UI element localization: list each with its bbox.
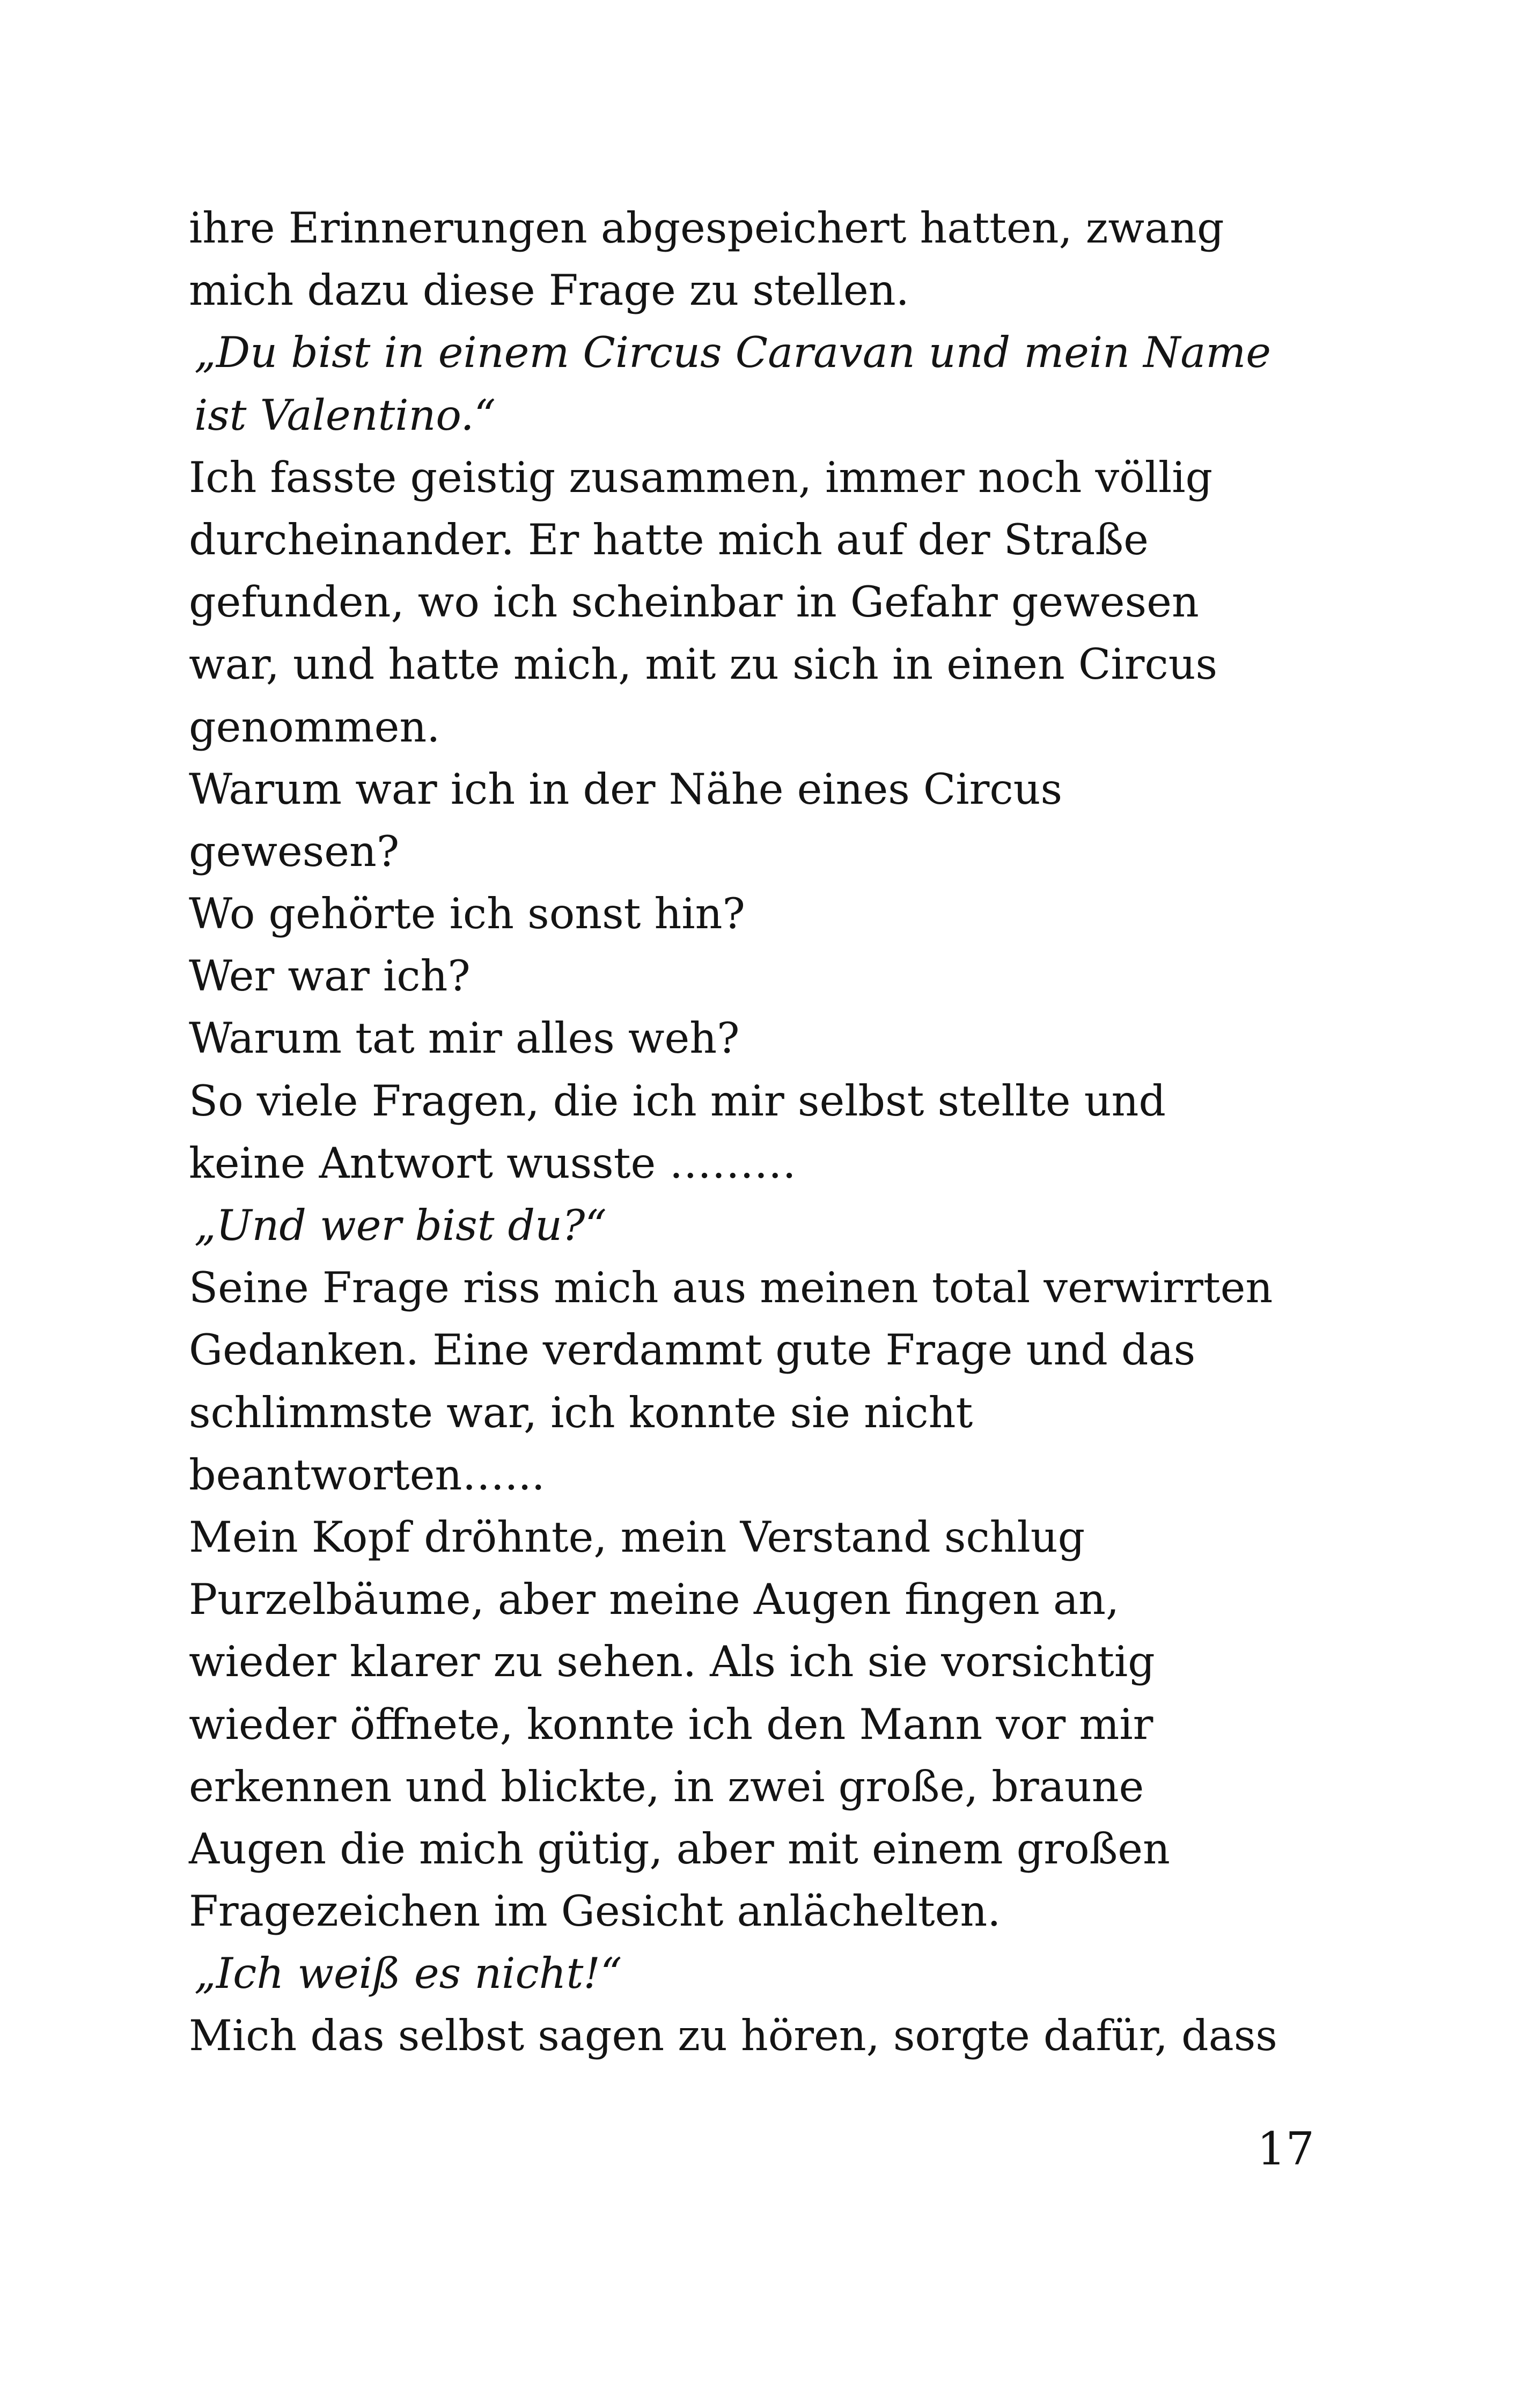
text-line: keine Antwort wusste ……… bbox=[189, 1138, 797, 1188]
page-number: 17 bbox=[1257, 2123, 1314, 2175]
text-line: Fragezeichen im Gesicht anlächelten. bbox=[189, 1886, 1001, 1936]
text-line: Augen die mich gütig, aber mit einem großen bbox=[189, 1824, 1170, 1874]
dialogue-line: „Ich weiß es nicht!“ bbox=[194, 1949, 622, 1999]
text-line: schlimmste war, ich konnte sie nicht bbox=[189, 1387, 973, 1437]
text-line: war, und hatte mich, mit zu sich in einen Circus bbox=[189, 640, 1218, 689]
text-line: gewesen? bbox=[189, 826, 400, 876]
text-line: Seine Frage riss mich aus meinen total verwirrten bbox=[189, 1263, 1273, 1313]
text-line: wieder klarer zu sehen. Als ich sie vorsichtig bbox=[189, 1637, 1155, 1687]
text-line: gefunden, wo ich scheinbar in Gefahr gewesen bbox=[189, 577, 1199, 627]
text-line: Warum war ich in der Nähe eines Circus bbox=[189, 764, 1063, 814]
text-line: Purzelbäume, aber meine Augen fingen an, bbox=[189, 1575, 1120, 1625]
text-line: So viele Fragen, die ich mir selbst stellte und bbox=[189, 1076, 1166, 1126]
text-line: Wo gehörte ich sonst hin? bbox=[189, 889, 745, 939]
dialogue-line: ist Valentino.“ bbox=[194, 390, 496, 440]
text-line: wieder öffnete, konnte ich den Mann vor mir bbox=[189, 1699, 1153, 1749]
text-line: beantworten…... bbox=[189, 1450, 545, 1500]
text-line: Mich das selbst sagen zu hören, sorgte dafür, dass bbox=[189, 2011, 1277, 2061]
text-line: ihre Erinnerungen abgespeichert hatten, zwang bbox=[189, 203, 1224, 253]
text-line: Mein Kopf dröhnte, mein Verstand schlug bbox=[189, 1512, 1085, 1562]
dialogue-line: „Und wer bist du?“ bbox=[194, 1201, 607, 1250]
text-line: Wer war ich? bbox=[189, 951, 471, 1001]
text-line: genommen. bbox=[189, 702, 440, 752]
text-line: Warum tat mir alles weh? bbox=[189, 1014, 740, 1063]
text-line: mich dazu diese Frage zu stellen. bbox=[189, 266, 909, 315]
body-text bbox=[189, 197, 1476, 2067]
dialogue-line: „Du bist in einem Circus Caravan und mein Name bbox=[194, 328, 1272, 378]
text-line: durcheinander. Er hatte mich auf der Straße bbox=[189, 515, 1149, 564]
text-line: Gedanken. Eine verdammt gute Frage und das bbox=[189, 1325, 1196, 1375]
text-line: Ich fasste geistig zusammen, immer noch völlig bbox=[189, 452, 1213, 502]
text-line: erkennen und blickte, in zwei große, braune bbox=[189, 1761, 1144, 1811]
